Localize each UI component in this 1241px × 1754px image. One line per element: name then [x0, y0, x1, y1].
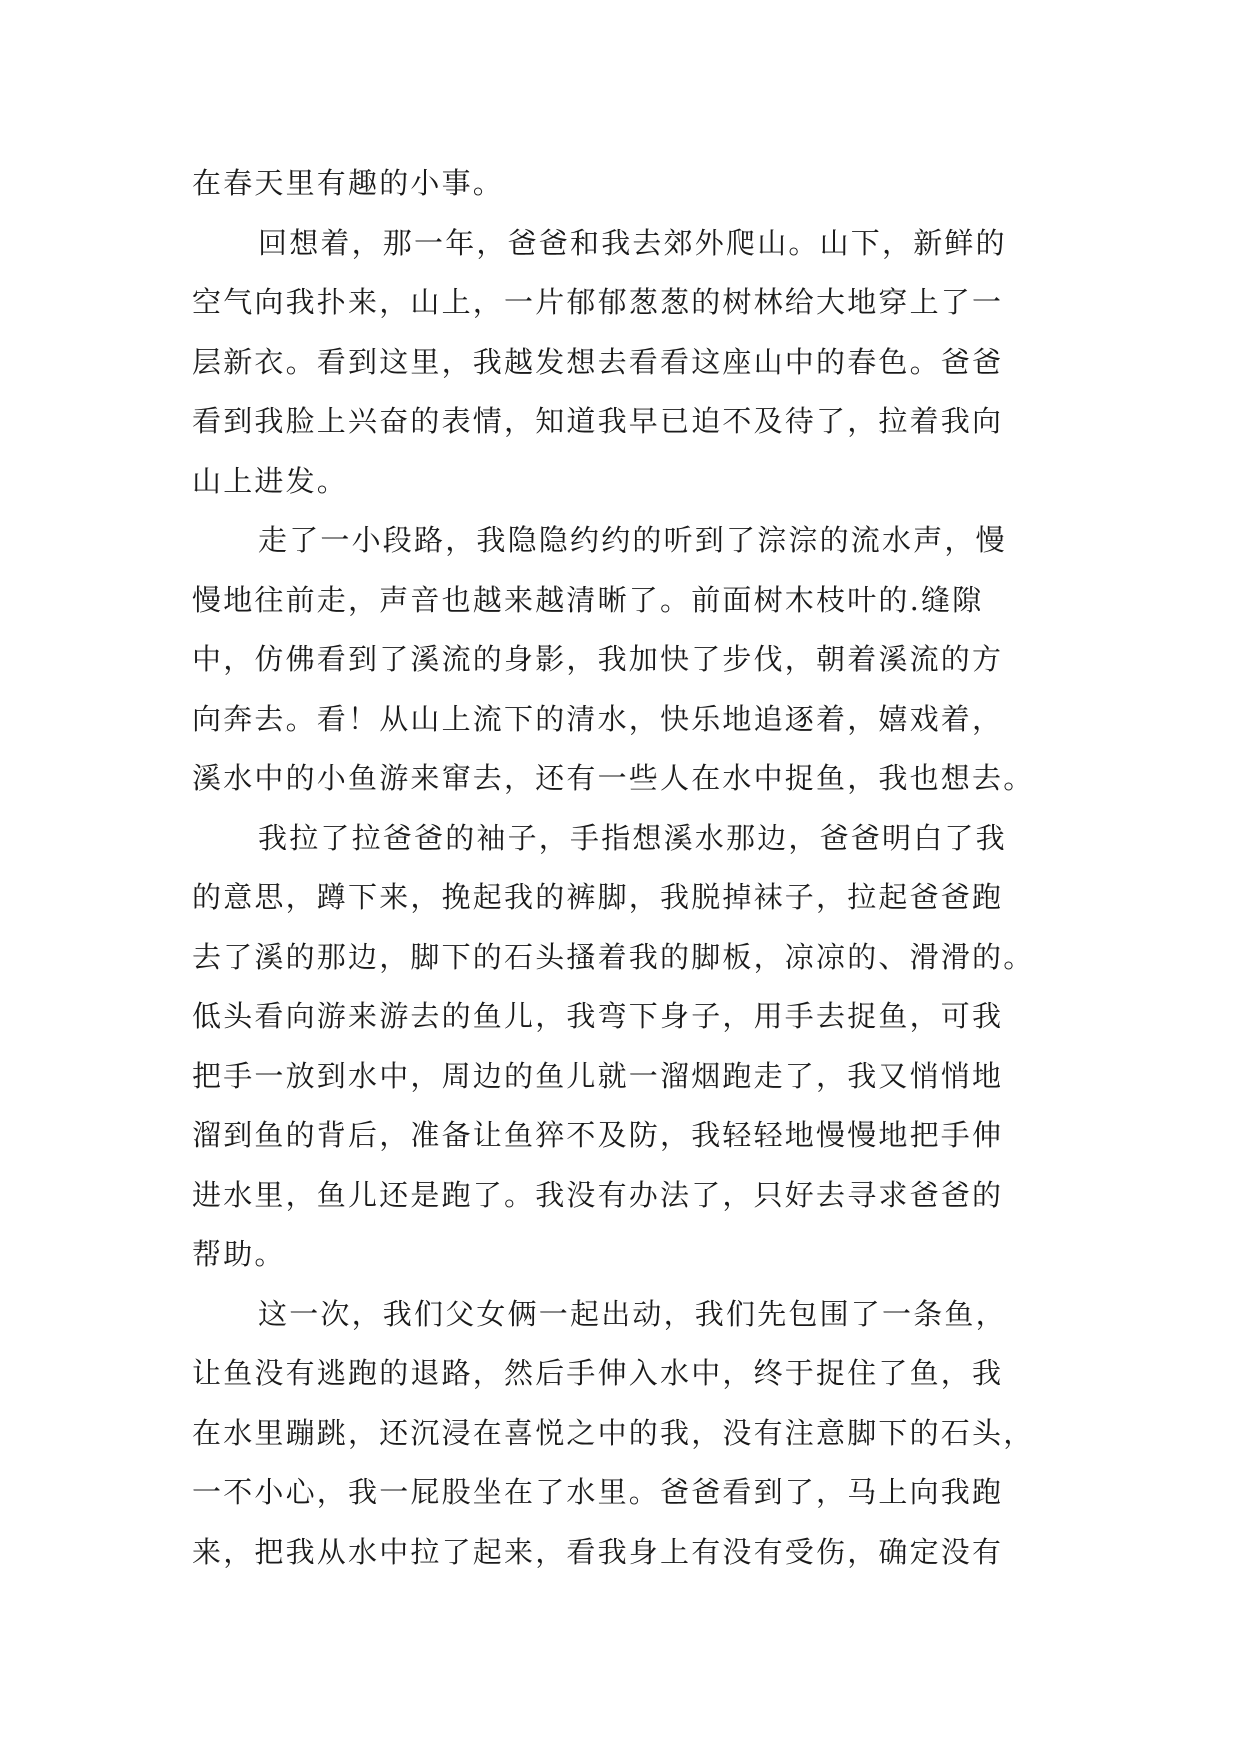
text-line: 溜到鱼的背后，准备让鱼猝不及防，我轻轻地慢慢地把手伸 [192, 1118, 1004, 1152]
text-line: 层新衣。看到这里，我越发想去看看这座山中的春色。爸爸 [192, 344, 1004, 379]
text-line: 帮助。 [192, 1237, 286, 1271]
text-line: 把手一放到水中，周边的鱼儿就一溜烟跑走了，我又悄悄地 [192, 1058, 1004, 1093]
text-line: 空气向我扑来，山上，一片郁郁葱葱的树林给大地穿上了一 [192, 285, 1004, 319]
text-line: 慢地往前走，声音也越来越清晰了。前面树木枝叶的.缝隙 [192, 582, 984, 617]
text-line: 山上进发。 [192, 463, 349, 498]
text-line: 在春天里有趣的小事。 [192, 166, 505, 200]
text-line: 低头看向游来游去的鱼儿，我弯下身子，用手去捉鱼，可我 [192, 999, 1004, 1033]
text-line: 中，仿佛看到了溪流的身影，我加快了步伐，朝着溪流的方 [192, 642, 1004, 676]
text-line: 让鱼没有逃跑的退路，然后手伸入水中，终于捉住了鱼，我 [192, 1356, 1004, 1390]
text-line: 去了溪的那边，脚下的石头搔着我的脚板，凉凉的、滑滑的。 [192, 939, 1035, 974]
text-line: 这一次，我们父女俩一起出动，我们先包围了一条鱼， [258, 1296, 1007, 1331]
text-line: 我拉了拉爸爸的袖子，手指想溪水那边，爸爸明白了我 [258, 820, 1007, 855]
text-line: 看到我脸上兴奋的表情，知道我早已迫不及待了，拉着我向 [192, 404, 1004, 438]
text-line: 向奔去。看！从山上流下的清水，快乐地追逐着，嬉戏着， [192, 701, 1004, 736]
text-line: 来，把我从水中拉了起来，看我身上有没有受伤，确定没有 [192, 1534, 1004, 1569]
document-body [192, 154, 1050, 1582]
text-line: 溪水中的小鱼游来窜去，还有一些人在水中捉鱼，我也想去。 [192, 761, 1035, 795]
text-line: 进水里，鱼儿还是跑了。我没有办法了，只好去寻求爸爸的 [192, 1177, 1004, 1212]
text-line: 的意思，蹲下来，挽起我的裤脚，我脱掉袜子，拉起爸爸跑 [192, 880, 1004, 914]
text-line: 回想着，那一年，爸爸和我去郊外爬山。山下，新鲜的 [258, 225, 1007, 260]
text-line: 走了一小段路，我隐隐约约的听到了淙淙的流水声，慢 [258, 523, 1007, 557]
text-line: 在水里蹦跳，还沉浸在喜悦之中的我，没有注意脚下的石头， [192, 1415, 1035, 1450]
text-line: 一不小心，我一屁股坐在了水里。爸爸看到了，马上向我跑 [192, 1475, 1004, 1509]
